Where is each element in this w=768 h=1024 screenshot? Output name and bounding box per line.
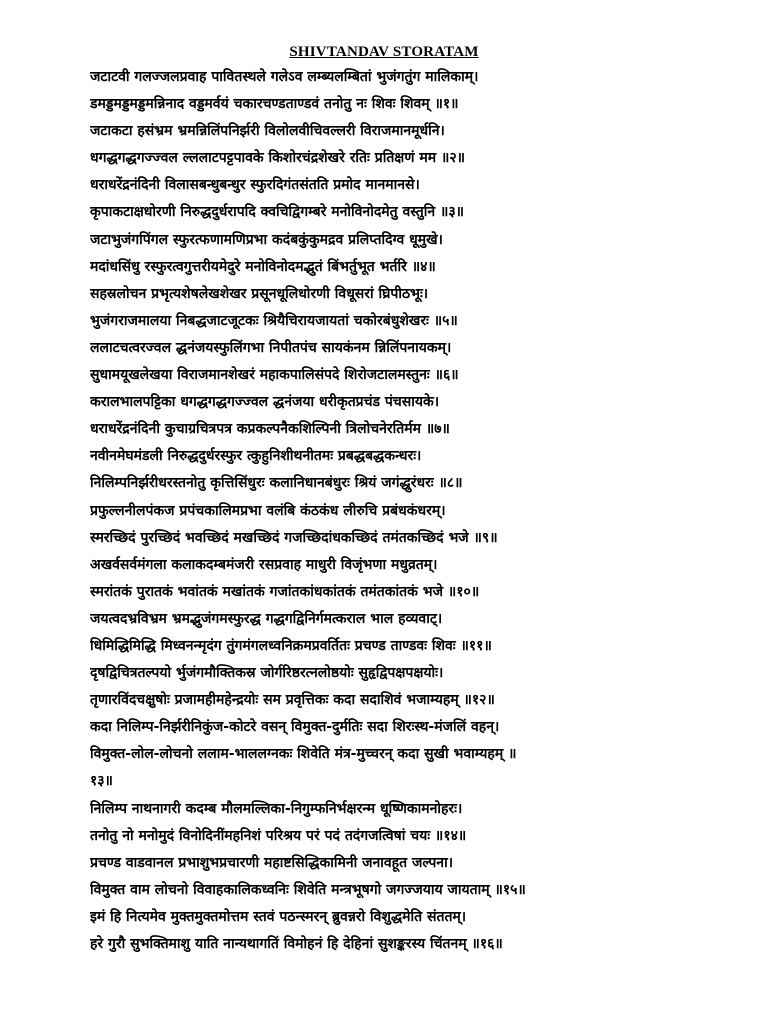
verse-line: हरे गुरौ सुभक्तिमाशु याति नान्यथागतिं विमोहनं हि देहिनां सुशङ्करस्य चिंतनम् ॥१६॥ bbox=[90, 936, 503, 952]
verse-line: १३॥ bbox=[90, 773, 113, 790]
verse-line: धराधरेंद्रनंदिनी विलासबन्धुबन्धुर स्फुरदिगंतसंतति प्रमोद मानमानसे। bbox=[90, 177, 420, 194]
verse-line: जयत्वदभ्रविभ्रम भ्रमद्भुजंगमस्फुरद्ध गद्धगद्विनिर्गमत्कराल भाल हव्यवाट्। bbox=[90, 610, 443, 627]
verse-line: तनोतु नो मनोमुदं विनोदिनींमहनिशं परिश्रय परं पदं तदंगजत्विषां चयः ॥१४॥ bbox=[90, 827, 467, 844]
verse-line: तृणारविंदचक्षुषोः प्रजामहीमहेन्द्रयोः सम प्रवृत्तिकः कदा सदाशिवं भजाम्यहम् ॥१२॥ bbox=[90, 692, 495, 709]
verse-line: मदांधसिंधु रस्फुरत्वगुत्तरीयमेदुरे मनोविनोदमद्भुतं बिंभर्तुभूत भर्तरि ॥४॥ bbox=[90, 258, 436, 275]
verse-line: सुधामयूखलेखया विराजमानशेखरं महाकपालिसंपदे शिरोजटालमस्तुनः ॥६॥ bbox=[90, 367, 459, 384]
verse-line: निलिम्प नाथनागरी कदम्ब मौलमल्लिका-निगुम्फनिर्भक्षरन्म धूष्णिकामनोहरः। bbox=[90, 800, 463, 817]
verse-line: अखर्वसर्वमंगला कलाकदम्बमंजरी रसप्रवाह माधुरी विजृंभणा मधुव्रतम्। bbox=[90, 556, 438, 573]
verse-line: करालभालपट्टिका धगद्धगद्धगज्ज्वल द्धनंजया धरीकृतप्रचंड पंचसायके। bbox=[90, 394, 440, 411]
verse-line: स्मरच्छिदं पुरच्छिदं भवच्छिदं मखच्छिदं गजच्छिदांधकच्छिदं तमंतकच्छिदं भजे ॥९॥ bbox=[90, 529, 498, 546]
verse-line: सहस्रलोचन प्रभृत्यशेषलेखशेखर प्रसूनधूलिधोरणी विधूसरां घ्रिपीठभूः। bbox=[90, 285, 429, 302]
verse-line: प्रचण्ड वाडवानल प्रभाशुभप्रचारणी महाष्टसिद्धिकामिनी जनावहूत जल्पना। bbox=[90, 854, 454, 871]
verse-line: नवीनमेघमंडली निरुद्धदुर्धरस्फुर त्कुहुनिशीथनीतमः प्रबद्धबद्धकन्धरः। bbox=[90, 448, 422, 465]
verse-line: कदा निलिम्प-निर्झरीनिकुंज-कोटरे वसन् विमुक्त-दुर्मतिः सदा शिरःस्थ-मंजलिं वहन्। bbox=[90, 719, 500, 736]
verse-list bbox=[90, 64, 730, 958]
verse-line: धगद्धगद्धगज्ज्वल ल्ललाटपट्टपावके किशोरचंद्रशेखरे रतिः प्रतिक्षणं मम ॥२॥ bbox=[90, 150, 466, 167]
verse-line: जटाकटा हसंभ्रम भ्रमन्निलिंपनिर्झरी विलोलवीचिवल्लरी विराजमानमूर्धनि। bbox=[90, 123, 445, 140]
verse-line: स्मरांतकं पुरातकं भवांतकं मखांतकं गजांतकांधकांतकं तमंतकांतकं भजे ॥१०॥ bbox=[90, 583, 480, 600]
verse-line: धराधरेंद्रनंदिनी कुचाग्रचित्रपत्र कप्रकल्पनैकशिल्पिनी त्रिलोचनेरतिर्मम ॥७॥ bbox=[90, 421, 450, 438]
verse-line: प्रफुल्लनीलपंकज प्रपंचकालिमप्रभा वलंबि कंठकंध लीरुचि प्रबंधकंधरम्। bbox=[90, 502, 446, 519]
verse-line: निलिम्पनिर्झरीधरस्तनोतु कृत्तिसिंधुरः कलानिधानबंधुरः श्रियं जगंद्धुरंधरः ॥८॥ bbox=[90, 475, 463, 492]
verse-line: भुजंगराजमालया निबद्धजाटजूटकः श्रियैचिरायजायतां चकोरबंधुशेखरः ॥५॥ bbox=[90, 312, 458, 329]
verse-line: जटाटवी गलज्जलप्रवाह पावितस्थले गलेऽव लम्ब्यलम्बितां भुजंगतुंग मालिकाम्। bbox=[90, 69, 479, 85]
verse-line: दृषद्विचित्रतल्पयो र्भुजंगमौक्तिकस्र जोर्गरिष्ठरत्नलोष्ठयोः सुहृद्विपक्षपक्षयोः। bbox=[90, 665, 444, 682]
verse-line: विमुक्त-लोल-लोचनो ललाम-भाललग्नकः शिवेति मंत्र-मुच्चरन् कदा सुखी भवाम्यहम् ॥ bbox=[90, 746, 517, 763]
verse-line: जटाभुजंगपिंगल स्फुरत्फणामणिप्रभा कदंबकुंकुमद्रव प्रलिप्तदिग्व धूमुखे। bbox=[90, 231, 443, 248]
verse-line: इमं हि नित्यमेव मुक्तमुक्तमोत्तम स्तवं पठन्स्मरन् ब्रुवन्नरो विशुद्धमेति संततम्। bbox=[90, 908, 467, 925]
verse-line: डमड्डमड्डमड्डमन्निनाद वड्डमर्वयं चकारचण्डताण्डवं तनोतु नः शिवः शिवम् ॥१॥ bbox=[90, 96, 459, 113]
document-title: SHIVTANDAV STORATAM bbox=[289, 44, 479, 60]
verse-line: कृपाकटाक्षधोरणी निरुद्धदुर्धरापदि क्वचिद्विगम्बरे मनोविनोदमेतु वस्तुनि ॥३॥ bbox=[90, 204, 465, 221]
verse-line: धिमिद्धिमिद्धि मिध्वनन्मृदंग तुंगमंगलध्वनिक्रमप्रवर्तितः प्रचण्ड ताण्डवः शिवः ॥११॥ bbox=[90, 637, 492, 654]
verse-line: विमुक्त वाम लोचनो विवाहकालिकध्वनिः शिवेति मन्त्रभूषगो जगज्जयाय जायताम् ॥१५॥ bbox=[90, 881, 526, 898]
verse-line: ललाटचत्वरज्वल द्धनंजयस्फुलिंगभा निपीतपंच सायकंनम न्निलिंपनायकम्। bbox=[90, 339, 452, 356]
